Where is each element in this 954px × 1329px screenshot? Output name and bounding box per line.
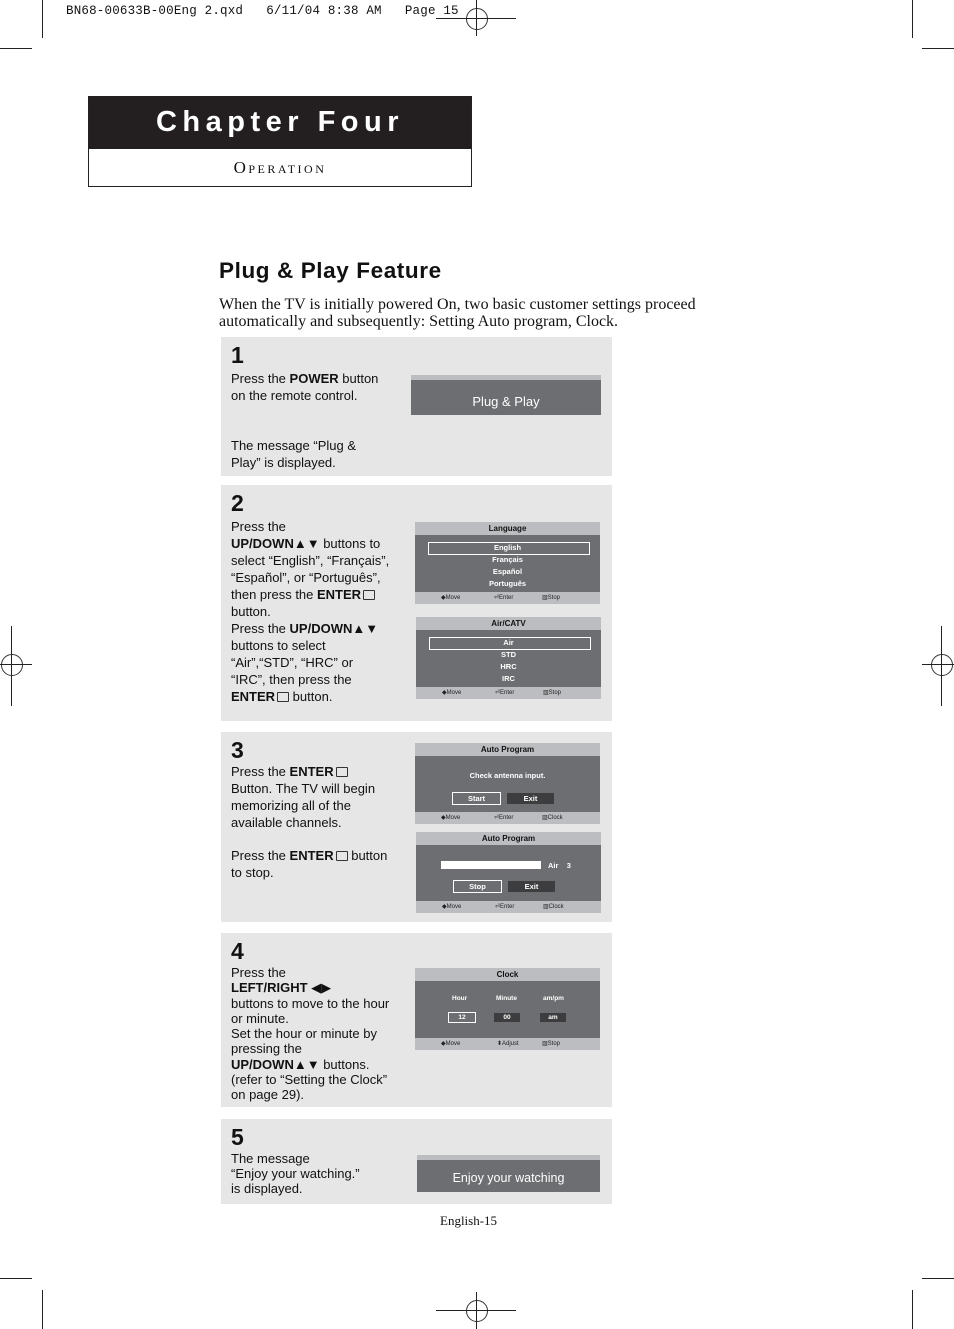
enter-icon [277,692,289,702]
crop-mark [922,1278,954,1279]
step-1-panel [221,337,612,476]
step-number: 3 [231,737,244,763]
step-3-panel [221,732,612,922]
crop-mark [476,1292,477,1329]
crop-mark [42,0,43,38]
registration-mark [1,654,23,676]
step-number: 1 [231,342,244,368]
section-intro: When the TV is initially powered On, two basic customer settings proceed automatically and subsequently: Setting Auto program, Clock. [219,296,696,330]
enter-icon [336,767,348,777]
plug-play-osd: Plug & Play [411,375,601,415]
print-slug: BN68-00633B-00Eng 2.qxd 6/11/04 8:38 AM Page 15 [66,4,459,18]
crop-mark [922,664,954,665]
hour-field[interactable]: 12 [448,1012,476,1023]
up-down-arrow-icon: ▲▼ [293,1056,320,1072]
chapter-title: Chapter Four [89,97,471,149]
registration-mark [931,654,953,676]
auto-program-menu: Auto Program Check antenna input. Start Exit ◆ Move ⏎ Enter ▥ Clock [415,743,600,824]
chapter-subtitle: Operation [233,158,327,177]
up-down-arrow-icon: ▲▼ [293,536,320,551]
chapter-box [88,96,472,187]
crop-mark [0,1278,32,1279]
minute-field[interactable]: 00 [494,1013,520,1022]
crop-mark [476,0,477,36]
registration-mark [466,8,488,30]
crop-mark [42,1290,43,1329]
step-text: Press the UP/DOWN▲▼ buttons to select “English”, “Français”, “Español”, or “Português”, then press the ENTER button. Press the UP/DOWN▲▼ buttons to select “Air”,“STD”, “HRC” or “IRC”, then press the ENTER button. [231,519,390,704]
up-down-arrow-icon: ▲▼ [352,621,379,636]
crop-mark [0,664,32,665]
crop-mark [912,0,913,38]
step-text: Press the LEFT/RIGHT ◀▶ buttons to move to the hour or minute. Set the hour or minute by pressing the UP/DOWN▲▼ buttons. (refer to “Setting the Clock” on page 29). [231,965,390,1103]
left-right-arrow-icon: ◀▶ [311,980,332,996]
crop-mark [912,1290,913,1329]
crop-mark [0,48,32,49]
step-text: Press the ENTER Button. The TV will begin memorizing all of the available channels. [231,764,376,830]
enter-icon [363,590,375,600]
start-button[interactable]: Start [452,792,501,805]
language-menu: Language English Français Español Português ◆ Move ⏎ Enter ▥ Stop [415,522,600,604]
exit-button[interactable]: Exit [507,793,554,804]
stop-button[interactable]: Stop [453,880,502,893]
crop-mark [941,626,942,706]
crop-mark [922,48,954,49]
ampm-field[interactable]: am [540,1013,566,1022]
section-title: Plug & Play Feature [219,258,442,283]
step-2-panel [221,485,612,721]
page-number: English-15 [440,1213,498,1228]
step-text: The message “Enjoy your watching.” is displayed. [231,1151,360,1196]
step-number: 2 [231,490,244,516]
step-number: 4 [231,938,244,964]
step-text: The message “Plug & Play” is displayed. [231,438,357,470]
enter-icon [336,851,348,861]
step-5-panel [221,1119,612,1204]
step-number: 5 [231,1124,244,1150]
crop-mark [11,626,12,706]
step-text: Press the ENTER button to stop. [231,848,388,880]
enjoy-watching-osd: Enjoy your watching [417,1155,600,1192]
progress-bar [441,861,541,869]
step-4-panel [221,933,612,1107]
exit-button[interactable]: Exit [508,881,555,892]
auto-program-progress-menu: Auto Program Air 3 Stop Exit ◆ Move ⏎ Enter ▥ Clock [416,832,601,913]
clock-menu: Clock Hour Minute am/pm 12 00 am ◆ Move ⬍ Adjust ▥ Stop [415,968,600,1050]
step-text: Press the POWER button on the remote control. [231,371,379,403]
registration-mark [466,1300,488,1322]
air-catv-menu: Air/CATV Air STD HRC IRC ◆ Move ⏎ Enter ▥ Stop [416,617,601,699]
